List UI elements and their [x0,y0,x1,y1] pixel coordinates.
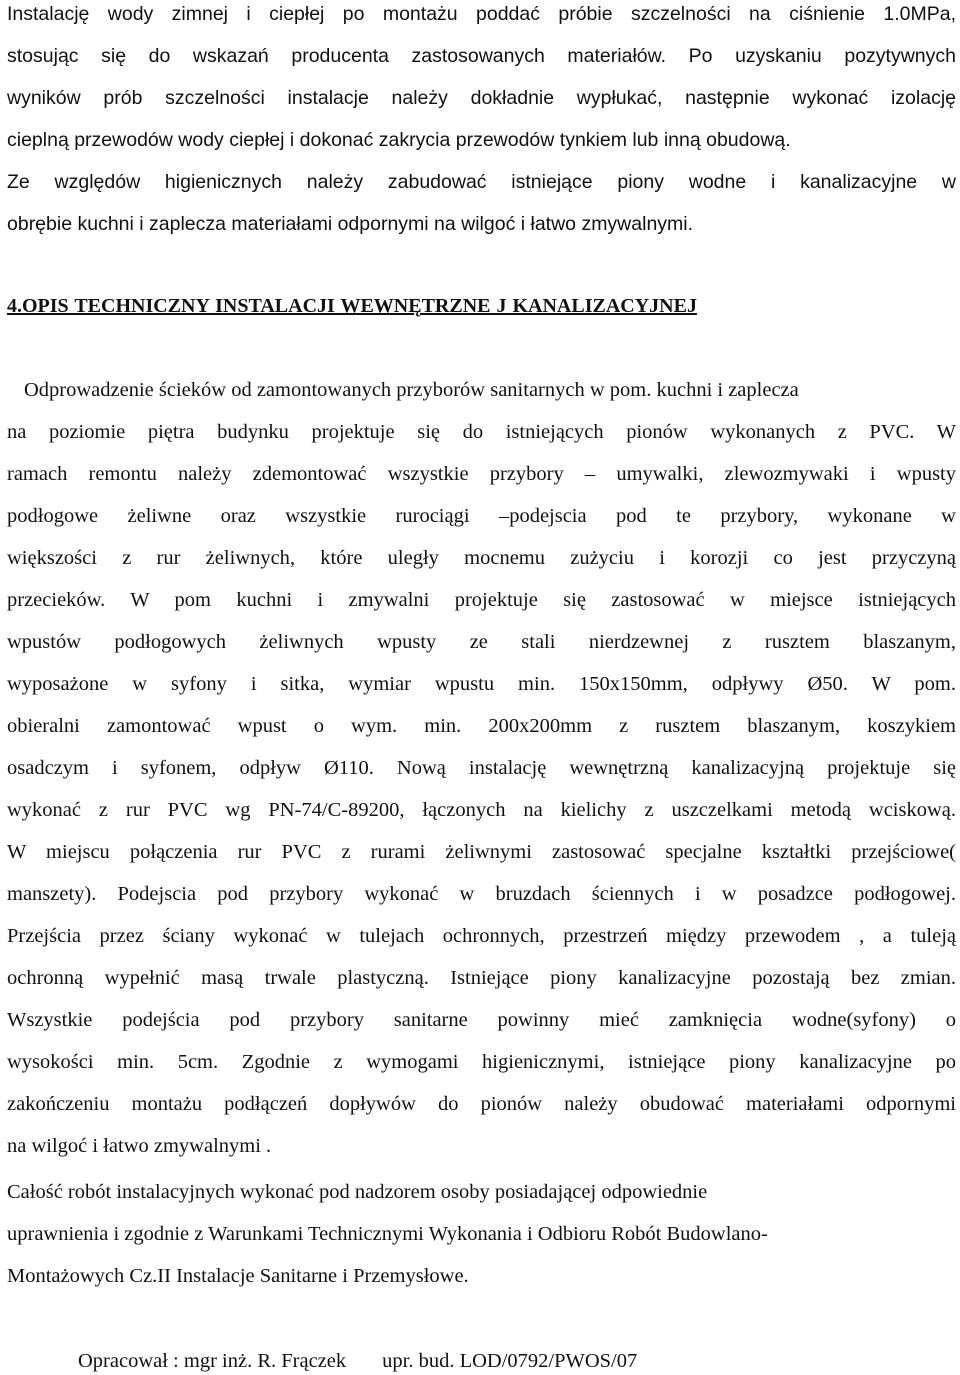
footer-license: upr. bud. LOD/0792/PWOS/07 [382,1350,638,1372]
footer-author: Opracował : mgr inż. R. Frączek [78,1350,347,1372]
closing-line: uprawnienia i zgodnie z Warunkami Technicznymi Wykonania i Odbioru Robót Budowlano- [7,1223,768,1245]
paragraph-line: W miejscu połączenia rur PVC z rurami żeliwnymi zastosować specjalne kształtki przejściowe( [7,841,956,863]
paragraph-line: Instalację wody zimnej i ciepłej po montażu poddać próbie szczelności na ciśnienie 1.0MPa, [7,3,956,25]
paragraph-line: wysokości min. 5cm. Zgodnie z wymogami higienicznymi, istniejące piony kanalizacyjne po [7,1051,956,1073]
paragraph-line: obieralni zamontować wpust o wym. min. 200x200mm z rusztem blaszanym, koszykiem [7,715,956,737]
paragraph-line: Przejścia przez ściany wykonać w tulejach ochronnych, przestrzeń między przewodem , a tuleją [7,925,956,947]
paragraph-line: obrębie kuchni i zaplecza materiałami odpornymi na wilgoć i łatwo zmywalnymi. [7,213,694,235]
paragraph-line: osadczym i syfonem, odpływ Ø110. Nową instalację wewnętrzną kanalizacyjną projektuje się [7,757,956,779]
paragraph-line: stosując się do wskazań producenta zastosowanych materiałów. Po uzyskaniu pozytywnych [7,45,956,67]
closing-line: Całość robót instalacyjnych wykonać pod nadzorem osoby posiadającej odpowiednie [7,1181,708,1203]
paragraph-line: przecieków. W pom kuchni i zmywalni projektuje się zastosować w miejsce istniejących [7,589,956,611]
paragraph-line: Ze względów higienicznych należy zabudować istniejące piony wodne i kanalizacyjne w [7,171,956,193]
paragraph-line: wyników prób szczelności instalacje należy dokładnie wypłukać, następnie wykonać izolację [7,87,956,109]
paragraph-line: wykonać z rur PVC wg PN-74/C-89200, łączonych na kielichy z uszczelkami metodą wciskową. [7,799,956,821]
paragraph-line: Odprowadzenie ścieków od zamontowanych przyborów sanitarnych w pom. kuchni i zaplecza [24,379,799,401]
paragraph-line: na poziomie piętra budynku projektuje się do istniejących pionów wykonanych z PVC. W [7,421,956,443]
footer [78,1347,637,1375]
closing-line: Montażowych Cz.II Instalacje Sanitarne i Przemysłowe. [7,1265,469,1287]
paragraph-line: ramach remontu należy zdemontować wszystkie przybory – umywalki, zlewozmywaki i wpusty [7,463,956,485]
paragraph-line: podłogowe żeliwne oraz wszystkie rurociągi –podejscia pod te przybory, wykonane w [7,505,956,527]
section-heading: 4.OPIS TECHNICZNY INSTALACJI WEWNĘTRZNE J KANALIZACYJNEJ [7,295,697,317]
paragraph-line: wpustów podłogowych żeliwnych wpusty ze stali nierdzewnej z rusztem blaszanym, [7,631,956,653]
paragraph-line: cieplną przewodów wody ciepłej i dokonać zakrycia przewodów tynkiem lub inną obudową. [7,129,791,151]
paragraph-line: wyposażone w syfony i sitka, wymiar wpustu min. 150x150mm, odpływy Ø50. W pom. [7,673,956,695]
paragraph-line: większości z rur żeliwnych, które uległy mocnemu zużyciu i korozji co jest przyczyną [7,547,956,569]
paragraph-line: na wilgoć i łatwo zmywalnymi . [7,1135,272,1157]
paragraph-line: Wszystkie podejścia pod przybory sanitarne powinny mieć zamknięcia wodne(syfony) o [7,1009,956,1031]
paragraph-line: manszety). Podejscia pod przybory wykonać w bruzdach ściennych i w posadzce podłogowej. [7,883,956,905]
paragraph-line: zakończeniu montażu podłączeń dopływów do pionów należy obudować materiałami odpornymi [7,1093,956,1115]
paragraph-line: ochronną wypełnić masą trwale plastyczną. Istniejące piony kanalizacyjne pozostają bez zmian. [7,967,956,989]
